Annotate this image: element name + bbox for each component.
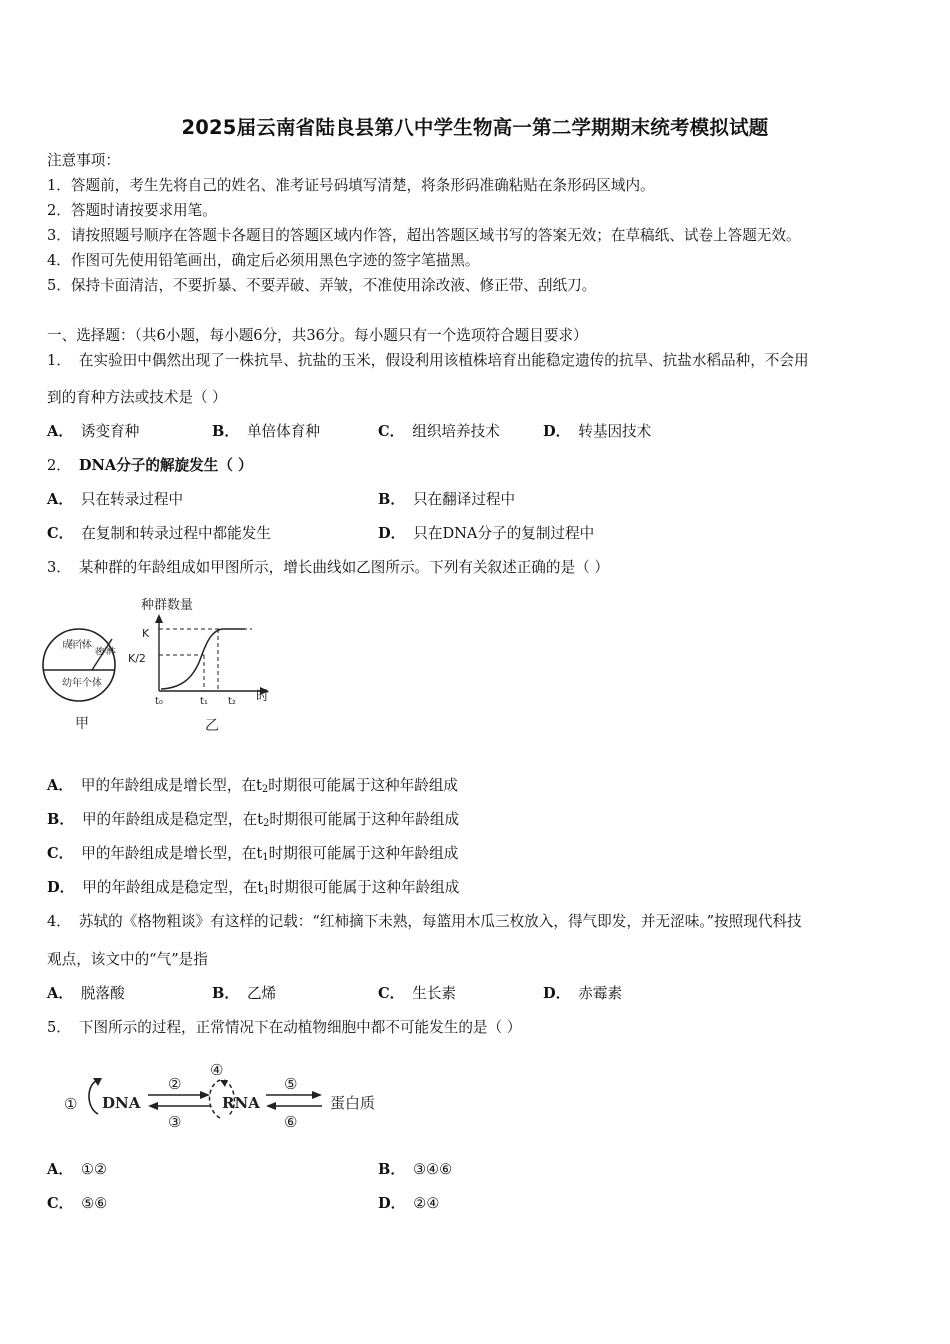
option-c[interactable]: C． 在复制和转录过程中都能发生 xyxy=(47,525,271,542)
caption-yi: 乙 xyxy=(205,718,219,734)
note-item: 5．保持卡面清洁，不要折暴、不要弄破、弄皱，不准使用涂改液、修正带、刮纸刀。 xyxy=(47,277,597,294)
question-4-cont: 观点，该文中的“气”是指 xyxy=(47,951,208,968)
option-b[interactable]: B． 乙烯 xyxy=(212,985,277,1002)
label-old: 老年个体 xyxy=(94,647,116,657)
question-text: 下图所示的过程，正常情况下在动植物细胞中都不可能发生的是（ ） xyxy=(78,1019,522,1036)
tick-t1: t₁ xyxy=(200,696,208,707)
option-b[interactable]: B． 单倍体育种 xyxy=(212,423,320,440)
option-a[interactable]: A． 诱变育种 xyxy=(47,423,140,440)
label-rna: RNA xyxy=(222,1094,260,1112)
option-a[interactable]: A． 脱落酸 xyxy=(47,985,125,1002)
option-a[interactable]: A． 只在转录过程中 xyxy=(47,491,184,508)
population-figure xyxy=(40,592,280,742)
notes-heading: 注意事项： xyxy=(47,152,120,169)
option-d[interactable]: D． 甲的年龄组成是稳定型，在$t_1$时期很可能属于这种年龄组成 xyxy=(47,879,460,897)
question-number: 3． xyxy=(47,559,71,576)
question-number: 5． xyxy=(47,1019,71,1036)
label-2: ② xyxy=(168,1075,182,1093)
question-1 xyxy=(47,351,809,371)
label-dna: DNA xyxy=(102,1094,141,1112)
page-title: 2025届云南省陆良县第八中学生物高一第二学期期末统考模拟试题 xyxy=(181,116,769,139)
label-protein: 蛋白质 xyxy=(330,1094,376,1112)
question-text: 某种群的年龄组成如甲图所示，增长曲线如乙图所示。下列有关叙述正确的是（ ） xyxy=(78,559,609,576)
caption-jia: 甲 xyxy=(75,716,89,732)
option-c[interactable]: C． 甲的年龄组成是增长型，在$t_1$时期很可能属于这种年龄组成 xyxy=(47,845,459,863)
question-text: DNA分子的解旋发生（ ） xyxy=(78,457,253,474)
note-item: 2．答题时请按要求用笔。 xyxy=(47,202,217,219)
age-structure-pie xyxy=(43,629,116,732)
label-4: ④ xyxy=(210,1061,224,1079)
axis-ylabel: 种群数量 xyxy=(141,598,194,613)
label-3: ③ xyxy=(168,1113,182,1131)
axis-xlabel: 时 xyxy=(256,689,270,704)
note-item: 1．答题前，考生先将自己的姓名、准考证号码填写清楚，将条形码准确粘贴在条形码区域内。 xyxy=(47,177,655,194)
label-adult: 成年个体 xyxy=(62,640,92,651)
tick-t0: t₀ xyxy=(155,696,163,707)
tick-t2: t₂ xyxy=(228,696,236,707)
question-number: 4． xyxy=(47,913,71,930)
central-dogma-figure xyxy=(60,1058,400,1138)
option-c[interactable]: C． 生长素 xyxy=(378,985,457,1002)
option-a[interactable]: A． 甲的年龄组成是增长型，在$t_2$时期很可能属于这种年龄组成 xyxy=(47,777,459,795)
label-5: ⑤ xyxy=(284,1075,298,1093)
option-b[interactable]: B． 只在翻译过程中 xyxy=(378,491,516,508)
question-5 xyxy=(47,1018,521,1038)
option-b[interactable]: B． ③④⑥ xyxy=(378,1161,453,1178)
option-d[interactable]: D． 转基因技术 xyxy=(543,423,652,440)
question-text: 在实验田中偶然出现了一株抗旱、抗盐的玉米，假设利用该植株培育出能稳定遗传的抗旱、抗盐水稻品种，不会用 xyxy=(78,352,809,369)
label-1: ① xyxy=(64,1095,78,1113)
option-b[interactable]: B． 甲的年龄组成是稳定型，在$t_2$时期很可能属于这种年龄组成 xyxy=(47,811,460,829)
note-item: 3．请按照题号顺序在答题卡各题目的答题区域内作答，超出答题区域书写的答案无效；在草稿纸、试卷上答题无效。 xyxy=(47,227,801,244)
label-6: ⑥ xyxy=(284,1113,298,1131)
option-d[interactable]: D． ②④ xyxy=(378,1195,440,1212)
option-a[interactable]: A． ①② xyxy=(47,1161,108,1178)
option-c[interactable]: C． ⑤⑥ xyxy=(47,1195,108,1212)
question-1-cont: 到的育种方法或技术是（ ） xyxy=(47,389,227,406)
question-3 xyxy=(47,558,609,578)
question-2 xyxy=(47,456,253,476)
label-k: K xyxy=(142,627,150,640)
section-heading: 一、选择题：（共6小题，每小题6分，共36分。每小题只有一个选项符合题目要求） xyxy=(47,327,588,344)
growth-curve xyxy=(128,597,269,734)
question-4 xyxy=(47,912,802,932)
option-d[interactable]: D． 只在DNA分子的复制过程中 xyxy=(378,525,595,542)
label-young: 幼年个体 xyxy=(62,678,102,689)
question-number: 1． xyxy=(47,352,71,369)
option-d[interactable]: D． 赤霉素 xyxy=(543,985,623,1002)
option-c[interactable]: C． 组织培养技术 xyxy=(378,423,500,440)
question-number: 2． xyxy=(47,457,71,474)
label-k-half: K/2 xyxy=(128,652,146,665)
question-text: 苏轼的《格物粗谈》有这样的记载：“红柿摘下未熟，每篮用木瓜三枚放入，得气即发，并无涩味。”按照现代科技 xyxy=(78,913,802,930)
note-item: 4．作图可先使用铅笔画出，确定后必须用黑色字迹的签字笔描黑。 xyxy=(47,252,480,269)
